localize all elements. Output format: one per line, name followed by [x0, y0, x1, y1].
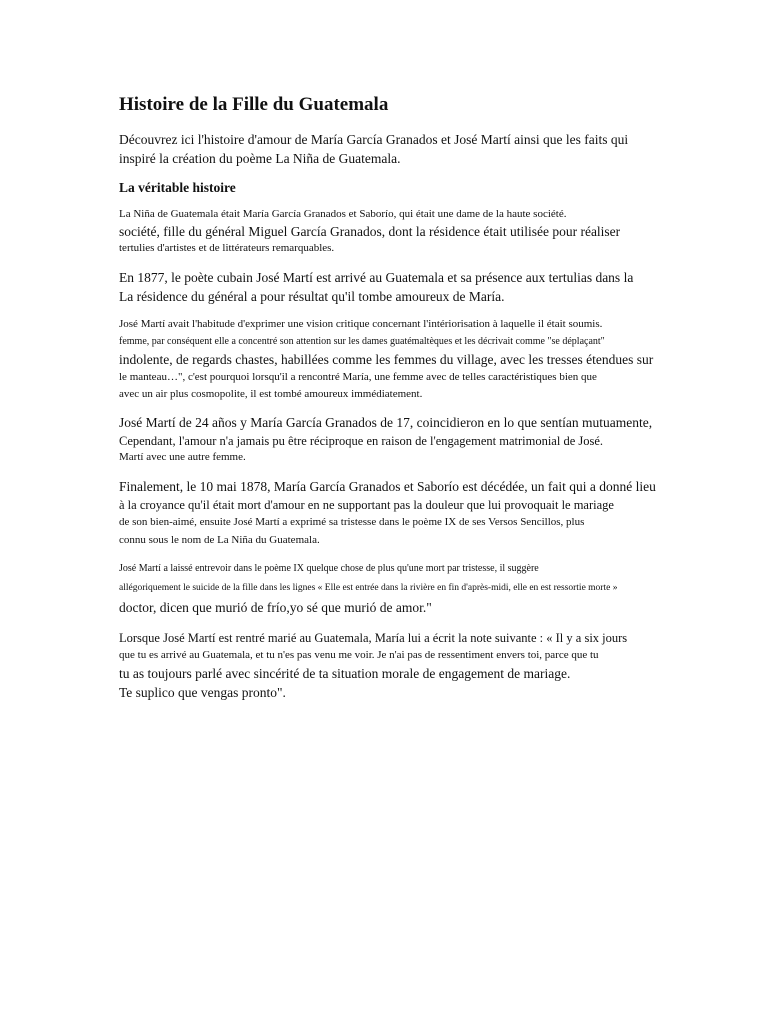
paragraph-line: José Martí a laissé entrevoir dans le poème IX quelque chose de plus qu'une mort par tristesse, il suggère: [119, 563, 539, 574]
intro-line: Découvrez ici l'histoire d'amour de María García Granados et José Martí ainsi que les faits qui: [119, 132, 629, 147]
section-heading: La véritable histoire: [119, 180, 236, 195]
body-paragraph-7: [119, 629, 699, 702]
paragraph-line: La résidence du général a pour résultat qu'il tombe amoureux de María.: [119, 289, 505, 304]
paragraph-line: Te suplico que vengas pronto".: [119, 685, 286, 700]
body-paragraph-1: [119, 206, 699, 256]
paragraph-line: indolente, de regards chastes, habillées comme les femmes du village, avec les tresses étendues sur: [119, 352, 654, 367]
paragraph-line: à la croyance qu'il était mort d'amour en ne supportant pas la douleur que lui provoquait le mariage: [119, 498, 614, 512]
paragraph-line: société, fille du général Miguel García Granados, dont la résidence était utilisée pour réaliser: [119, 224, 621, 239]
body-paragraph-5: [119, 477, 699, 550]
paragraph-line: doctor, dicen que murió de frío,yo sé que murió de amor.": [119, 600, 432, 615]
paragraph-line: femme, par conséquent elle a concentré son attention sur les dames guatémaltèques et les décrivait comme "se déplaçant": [119, 336, 605, 347]
body-paragraph-4: [119, 413, 699, 465]
paragraph-line: tu as toujours parlé avec sincérité de ta situation morale de engagement de mariage.: [119, 666, 571, 681]
body-paragraph-6: [119, 560, 699, 617]
paragraph-line: connu sous le nom de La Niña du Guatemala.: [119, 534, 320, 546]
paragraph-line: Cependant, l'amour n'a jamais pu être réciproque en raison de l'engagement matrimonial de José.: [119, 434, 604, 448]
paragraph-line: José Martí avait l'habitude d'exprimer une vision critique concernant l'intériorisation à laquelle il était soumis.: [119, 318, 603, 330]
document-page: [119, 92, 699, 710]
paragraph-line: La Niña de Guatemala était María García Granados et Saborío, qui était une dame de la haute société.: [119, 208, 567, 220]
paragraph-line: Finalement, le 10 mai 1878, María García Granados et Saborío est décédée, un fait qui a donné lieu: [119, 479, 656, 494]
body-paragraph-3: [119, 316, 699, 403]
paragraph-line: tertulies d'artistes et de littérateurs remarquables.: [119, 242, 335, 254]
paragraph-line: José Martí de 24 años y María García Granados de 17, coincidieron en lo que sentían mutuamente,: [119, 415, 653, 430]
paragraph-line: En 1877, le poète cubain José Martí est arrivé au Guatemala et sa présence aux tertulias dans la: [119, 270, 634, 285]
document-title: Histoire de la Fille du Guatemala: [119, 94, 389, 115]
paragraph-line: avec un air plus cosmopolite, il est tombé amoureux immédiatement.: [119, 388, 423, 400]
paragraph-line: Lorsque José Martí est rentré marié au Guatemala, María lui a écrit la note suivante : « Il y a six jours: [119, 631, 628, 645]
body-paragraph-2: [119, 268, 699, 306]
paragraph-line: que tu es arrivé au Guatemala, et tu n'es pas venu me voir. Je n'ai pas de ressentiment envers toi, parce que tu: [119, 649, 599, 661]
paragraph-line: de son bien-aimé, ensuite José Martí a exprimé sa tristesse dans le poème IX de ses Versos Sencillos, plus: [119, 516, 585, 528]
paragraph-line: Martí avec une autre femme.: [119, 451, 246, 463]
intro-line: inspiré la création du poème La Niña de Guatemala.: [119, 151, 401, 166]
paragraph-line: allégoriquement le suicide de la fille dans les lignes « Elle est entrée dans la rivière en fin d'après-midi, elle en est ressortie morte »: [119, 583, 618, 593]
intro-paragraph: [119, 130, 699, 168]
paragraph-line: le manteau…", c'est pourquoi lorsqu'il a rencontré María, une femme avec de telles caractéristiques bien que: [119, 371, 597, 383]
